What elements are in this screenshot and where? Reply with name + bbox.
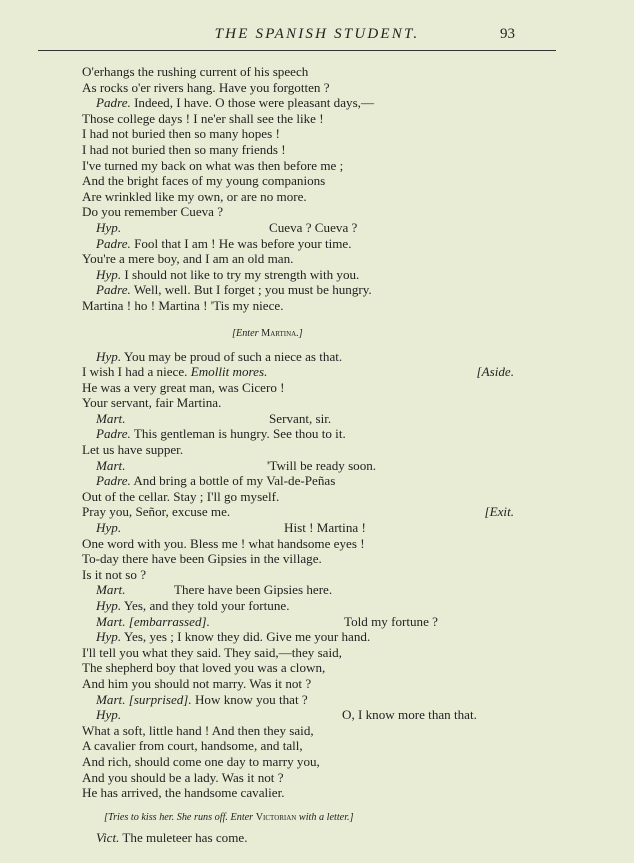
verse-line: What a soft, little hand ! And then they said,	[82, 722, 314, 738]
speaker-name: Hyp.	[96, 266, 122, 282]
verse-line: Hyp. O, I know more than that.	[96, 707, 477, 723]
speaker-name: Padre.	[96, 473, 131, 489]
verse-line: And him you should not marry. Was it not ?	[82, 675, 312, 691]
verse-line: Is it not so ?	[82, 566, 147, 582]
verse-line: Padre. And bring a bottle of my Val-de-Peñas	[96, 473, 336, 489]
speaker-name: Padre.	[96, 426, 131, 442]
speaker-name: Hyp.	[96, 707, 122, 723]
verse-line: Mart. Servant, sir.	[96, 410, 332, 426]
latin-phrase: Emollit mores.	[190, 364, 268, 380]
verse-line: I've turned my back on what was then before me ;	[82, 157, 344, 173]
verse-line: Mart. [embarrassed]. Told my fortune ?	[96, 613, 438, 629]
speaker-name: Padre.	[96, 282, 131, 298]
verse-line: To-day there have been Gipsies in the village.	[82, 551, 322, 567]
stage-direction: [Aside.	[476, 364, 514, 380]
speaker-name: Mart.	[96, 410, 126, 426]
verse-line: Those college days ! I ne'er shall see the like !	[82, 110, 324, 126]
page-number: 93	[500, 26, 515, 42]
speaker-name: Mart.	[96, 582, 126, 598]
verse-line: Hyp. I should not like to try my strength with you.	[96, 266, 360, 282]
verse-line: And rich, should come one day to marry you,	[82, 753, 320, 769]
verse-line: Hyp. Yes, and they told your fortune.	[96, 598, 290, 613]
verse-line: I had not buried then so many friends !	[82, 141, 286, 157]
running-title: THE SPANISH STUDENT.	[214, 26, 420, 42]
play-text	[82, 64, 522, 845]
verse-line: Mart. [surprised]. How know you that ?	[96, 691, 308, 707]
speaker-name: Hyp.	[96, 348, 122, 364]
verse-line: Hyp. Cueva ? Cueva ?	[96, 219, 358, 235]
verse-line: A cavalier from court, handsome, and tall,	[82, 738, 303, 754]
verse-line: Pray you, Señor, excuse me. [Exit.	[82, 504, 514, 520]
speaker-name: Hyp.	[96, 520, 122, 536]
speaker-name: Vict.	[96, 829, 120, 845]
verse-line: Your servant, fair Martina.	[82, 395, 222, 411]
verse-line: And the bright faces of my young companions	[82, 173, 326, 189]
speaker-name: Mart.	[96, 457, 126, 473]
stage-direction: [Enter Martina.]	[232, 327, 303, 339]
speaker-name: Hyp.	[96, 219, 122, 235]
page-header	[0, 26, 634, 48]
verse-line: O'erhangs the rushing current of his speech	[82, 64, 309, 79]
speaker-name: Hyp.	[96, 629, 122, 645]
stage-direction: [embarrassed].	[125, 613, 210, 629]
verse-line: Are wrinkled like my own, or are no more.	[82, 188, 307, 204]
speaker-name: Mart.	[96, 613, 126, 629]
verse-line: Let us have supper.	[82, 442, 184, 458]
verse-line: He was a very great man, was Cicero !	[82, 379, 285, 395]
verse-line: Mart. There have been Gipsies here.	[96, 582, 333, 598]
verse-line: The shepherd boy that loved you was a clown,	[82, 660, 326, 676]
verse-line: And you should be a lady. Was it not ?	[82, 769, 284, 785]
verse-line: Hyp. You may be proud of such a niece as that.	[96, 348, 343, 364]
verse-line: I had not buried then so many hopes !	[82, 126, 280, 142]
stage-direction: [surprised].	[125, 691, 192, 707]
stage-direction: [Exit.	[484, 504, 514, 520]
verse-line: One word with you. Bless me ! what handsome eyes !	[82, 535, 365, 551]
verse-line: Vict. The muleteer has come.	[96, 829, 248, 845]
verse-line: I'll tell you what they said. They said,—they said,	[82, 644, 342, 660]
verse-line: Do you remember Cueva ?	[82, 204, 224, 220]
verse-line: Martina ! ho ! Martina ! 'Tis my niece.	[82, 297, 284, 313]
verse-line: You're a mere boy, and I am an old man.	[82, 251, 294, 267]
verse-line: Hyp. Yes, yes ; I know they did. Give me your hand.	[96, 629, 371, 645]
speaker-name: Padre.	[96, 235, 131, 251]
speaker-name: Padre.	[96, 95, 131, 111]
verse-line: Hyp. Hist ! Martina !	[96, 520, 366, 536]
speaker-name: Hyp.	[96, 598, 122, 613]
speaker-name: Mart.	[96, 691, 126, 707]
verse-line: As rocks o'er rivers hang. Have you forgotten ?	[82, 79, 330, 95]
stage-direction: [Tries to kiss her. She runs off. Enter Victorian with a letter.]	[104, 811, 354, 823]
verse-line: I wish I had a niece. Emollit mores. [Aside.	[82, 364, 514, 380]
verse-line: Out of the cellar. Stay ; I'll go myself.	[82, 488, 280, 504]
header-rule	[38, 50, 556, 51]
verse-line: Padre. Indeed, I have. O those were pleasant days,—	[96, 95, 375, 111]
verse-line: Padre. Well, well. But I forget ; you must be hungry.	[96, 282, 372, 298]
verse-line: Mart. 'Twill be ready soon.	[96, 457, 377, 473]
verse-line: Padre. Fool that I am ! He was before your time.	[96, 235, 352, 251]
verse-line: He has arrived, the handsome cavalier.	[82, 785, 285, 801]
verse-line: Padre. This gentleman is hungry. See thou to it.	[96, 426, 346, 442]
